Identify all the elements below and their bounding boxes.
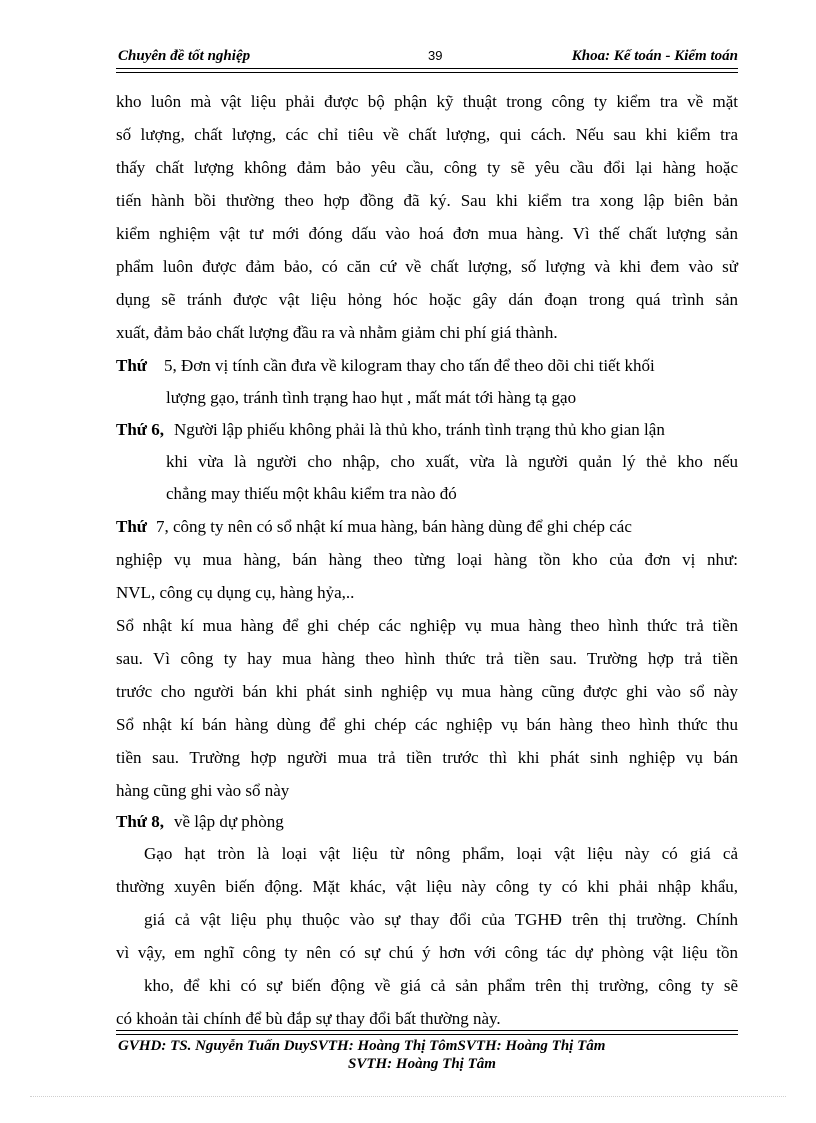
item-label: Thứ (116, 356, 147, 375)
text-line: dụng sẽ tránh được vật liệu hỏng hóc hoặc gây dán đoạn trong quá trình sản (116, 290, 738, 309)
text-line: Sổ nhật kí bán hàng dùng để ghi chép các nghiệp vụ bán hàng theo hình thức thu (116, 715, 738, 734)
footer-student: SVTH: Hoàng Thị Tâm (348, 1056, 496, 1072)
header-rule-thick (116, 68, 738, 69)
item-thu-6 (116, 418, 738, 442)
text-line: lượng gạo, tránh tình trạng hao hụt , mất mát tới hàng tạ gạo (166, 388, 577, 407)
text-line: NVL, công cụ dụng cụ, hàng hỷa,.. (116, 583, 355, 602)
header-rule-thin (116, 72, 738, 73)
text-line: 7, công ty nên có sổ nhật kí mua hàng, bán hàng dùng để ghi chép các (156, 517, 632, 536)
item-thu-8 (116, 810, 738, 834)
text-line: thường xuyên biến động. Mặt khác, vật liệu này công ty có khi phải nhập khẩu, (116, 877, 738, 896)
text-line: Gạo hạt tròn là loại vật liệu từ nông phẩm, loại vật liệu này có giá cả (144, 844, 738, 863)
text-line: phẩm luôn được đảm bảo, có căn cứ về chất lượng, số lượng và khi đem vào sử (116, 257, 738, 276)
text-line: kiểm nghiệm vật tư mới đóng dấu vào hoá đơn mua hàng. Vì thế chất lượng sản (116, 224, 738, 243)
text-line: hàng cũng ghi vào sổ này (116, 781, 290, 800)
page-bottom-divider (30, 1096, 786, 1097)
text-line: thấy chất lượng không đảm bảo yêu cầu, công ty sẽ yêu cầu đổi lại hàng hoặc (116, 158, 738, 177)
text-line: xuất, đảm bảo chất lượng đầu ra và nhằm giảm chi phí giá thành. (116, 323, 558, 342)
header-department: Khoa: Kế toán - Kiểm toán (571, 48, 738, 64)
text-line: nghiệp vụ mua hàng, bán hàng theo từng loại hàng tồn kho của đơn vị như: (116, 550, 738, 569)
text-line: số lượng, chất lượng, các chỉ tiêu về chất lượng, qui cách. Nếu sau khi kiểm tra (116, 125, 738, 144)
text-line: khi vừa là người cho nhập, cho xuất, vừa là người quản lý thẻ kho nếu (166, 452, 738, 471)
text-line: tiến hành bồi thường theo hợp đồng đã ký. Sau khi kiểm tra xong lập biên bản (116, 191, 738, 210)
footer-rule-thin (116, 1030, 738, 1031)
text-line: 5, Đơn vị tính cần đưa về kilogram thay cho tấn để theo dõi chi tiết khối (164, 356, 655, 375)
text-line: chẳng may thiếu một khâu kiểm tra nào đó (166, 484, 457, 503)
text-line: có khoản tài chính để bù đắp sự thay đổi bất thường này. (116, 1009, 501, 1028)
item-thu-7 (116, 515, 738, 539)
page-number: 39 (428, 48, 443, 63)
item-label: Thứ 8, (116, 812, 164, 831)
text-line: trước cho người bán khi phát sinh nghiệp vụ mua hàng cũng được ghi vào sổ này (116, 682, 738, 701)
footer-rule-thick (116, 1034, 738, 1035)
text-line: Sổ nhật kí mua hàng để ghi chép các nghiệp vụ mua hàng theo hình thức trả tiền (116, 616, 738, 635)
text-line: vì vậy, em nghĩ công ty nên có sự chú ý hơn với công tác dự phòng vật liệu tồn (116, 943, 738, 962)
text-line: Người lập phiếu không phải là thủ kho, tránh tình trạng thủ kho gian lận (174, 420, 665, 439)
text-line: sau. Vì công ty hay mua hàng theo hình thức trả tiền sau. Trường hợp trả tiền (116, 649, 738, 668)
header-title: Chuyên đề tốt nghiệp (118, 48, 251, 64)
item-label: Thứ (116, 517, 147, 536)
page-header (116, 46, 738, 68)
item-label: Thứ 6, (116, 420, 164, 439)
text-line: tiền sau. Trường hợp người mua trả tiền trước thì khi phát sinh nghiệp vụ bán (116, 748, 738, 767)
text-line: kho, để khi có sự biến động về giá cả sản phẩm trên thị trường, công ty sẽ (144, 976, 738, 995)
text-line: giá cả vật liệu phụ thuộc vào sự thay đổi của TGHĐ trên thị trường. Chính (144, 910, 738, 929)
text-line: kho luôn mà vật liệu phải được bộ phận kỹ thuật trong công ty kiểm tra về mặt (116, 92, 738, 111)
footer-credits: GVHD: TS. Nguyễn Tuấn DuySVTH: Hoàng Thị TômSVTH: Hoàng Thị Tâm (118, 1038, 606, 1054)
text-line: về lập dự phòng (174, 812, 284, 831)
item-thu-5 (116, 354, 738, 378)
